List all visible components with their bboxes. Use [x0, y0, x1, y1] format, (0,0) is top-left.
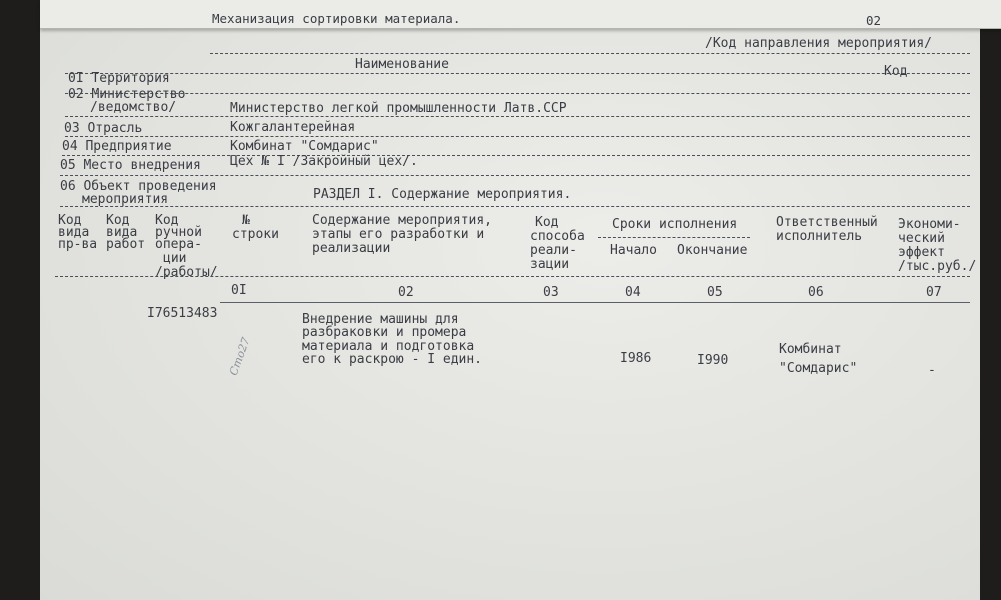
top-number: 02: [866, 13, 882, 28]
code-column-header: Код: [884, 64, 908, 79]
col-number-04: 04: [625, 285, 641, 300]
row-operation-code: I76513483: [147, 306, 218, 321]
field-label-ministry: 02 Министерство: [68, 87, 186, 102]
col-number-03: 03: [543, 285, 559, 300]
field-label-ministry-2: /ведомство/: [90, 100, 177, 115]
row-end-year: I990: [697, 353, 729, 368]
row-start-year: I986: [620, 351, 652, 366]
field-value-ministry: Министерство легкой промышленности Латв.ССР: [230, 101, 567, 116]
field-label-enterprise: 04 Предприятие: [62, 139, 172, 154]
col-number-02: 02: [398, 285, 414, 300]
col-number-07: 07: [926, 285, 942, 300]
col-header-7b: Окончание: [677, 243, 748, 258]
field-value-place: Цех № I /Закройный цех/.: [230, 154, 418, 169]
field-label-object: 06 Объект проведения: [60, 179, 217, 194]
col-number-06: 06: [808, 285, 824, 300]
section-title: РАЗДЕЛ I. Содержание мероприятия.: [313, 187, 572, 202]
field-label-place: 05 Место внедрения: [60, 158, 201, 173]
col-header-7a: Начало: [610, 243, 657, 258]
col-number-05: 05: [707, 285, 723, 300]
col-header-7-title: Сроки исполнения: [612, 217, 738, 232]
field-label-branch: 03 Отрасль: [64, 121, 143, 136]
overlapping-page: [40, 0, 1001, 29]
field-label-object-2: мероприятия: [82, 192, 169, 207]
field-value-branch: Кожгалантерейная: [230, 120, 356, 135]
handwritten-note: Сто27: [226, 335, 253, 378]
row-effect: -: [928, 363, 936, 378]
top-title: Механизация сортировки материала.: [212, 11, 461, 26]
field-value-enterprise: Комбинат "Сомдарис": [230, 139, 379, 154]
name-column-header: Наименование: [355, 57, 449, 72]
col-number-01: 0I: [231, 283, 247, 298]
field-label-territory: 0I Территория: [68, 71, 170, 86]
direction-code-label: /Код направления мероприятия/: [705, 36, 932, 51]
